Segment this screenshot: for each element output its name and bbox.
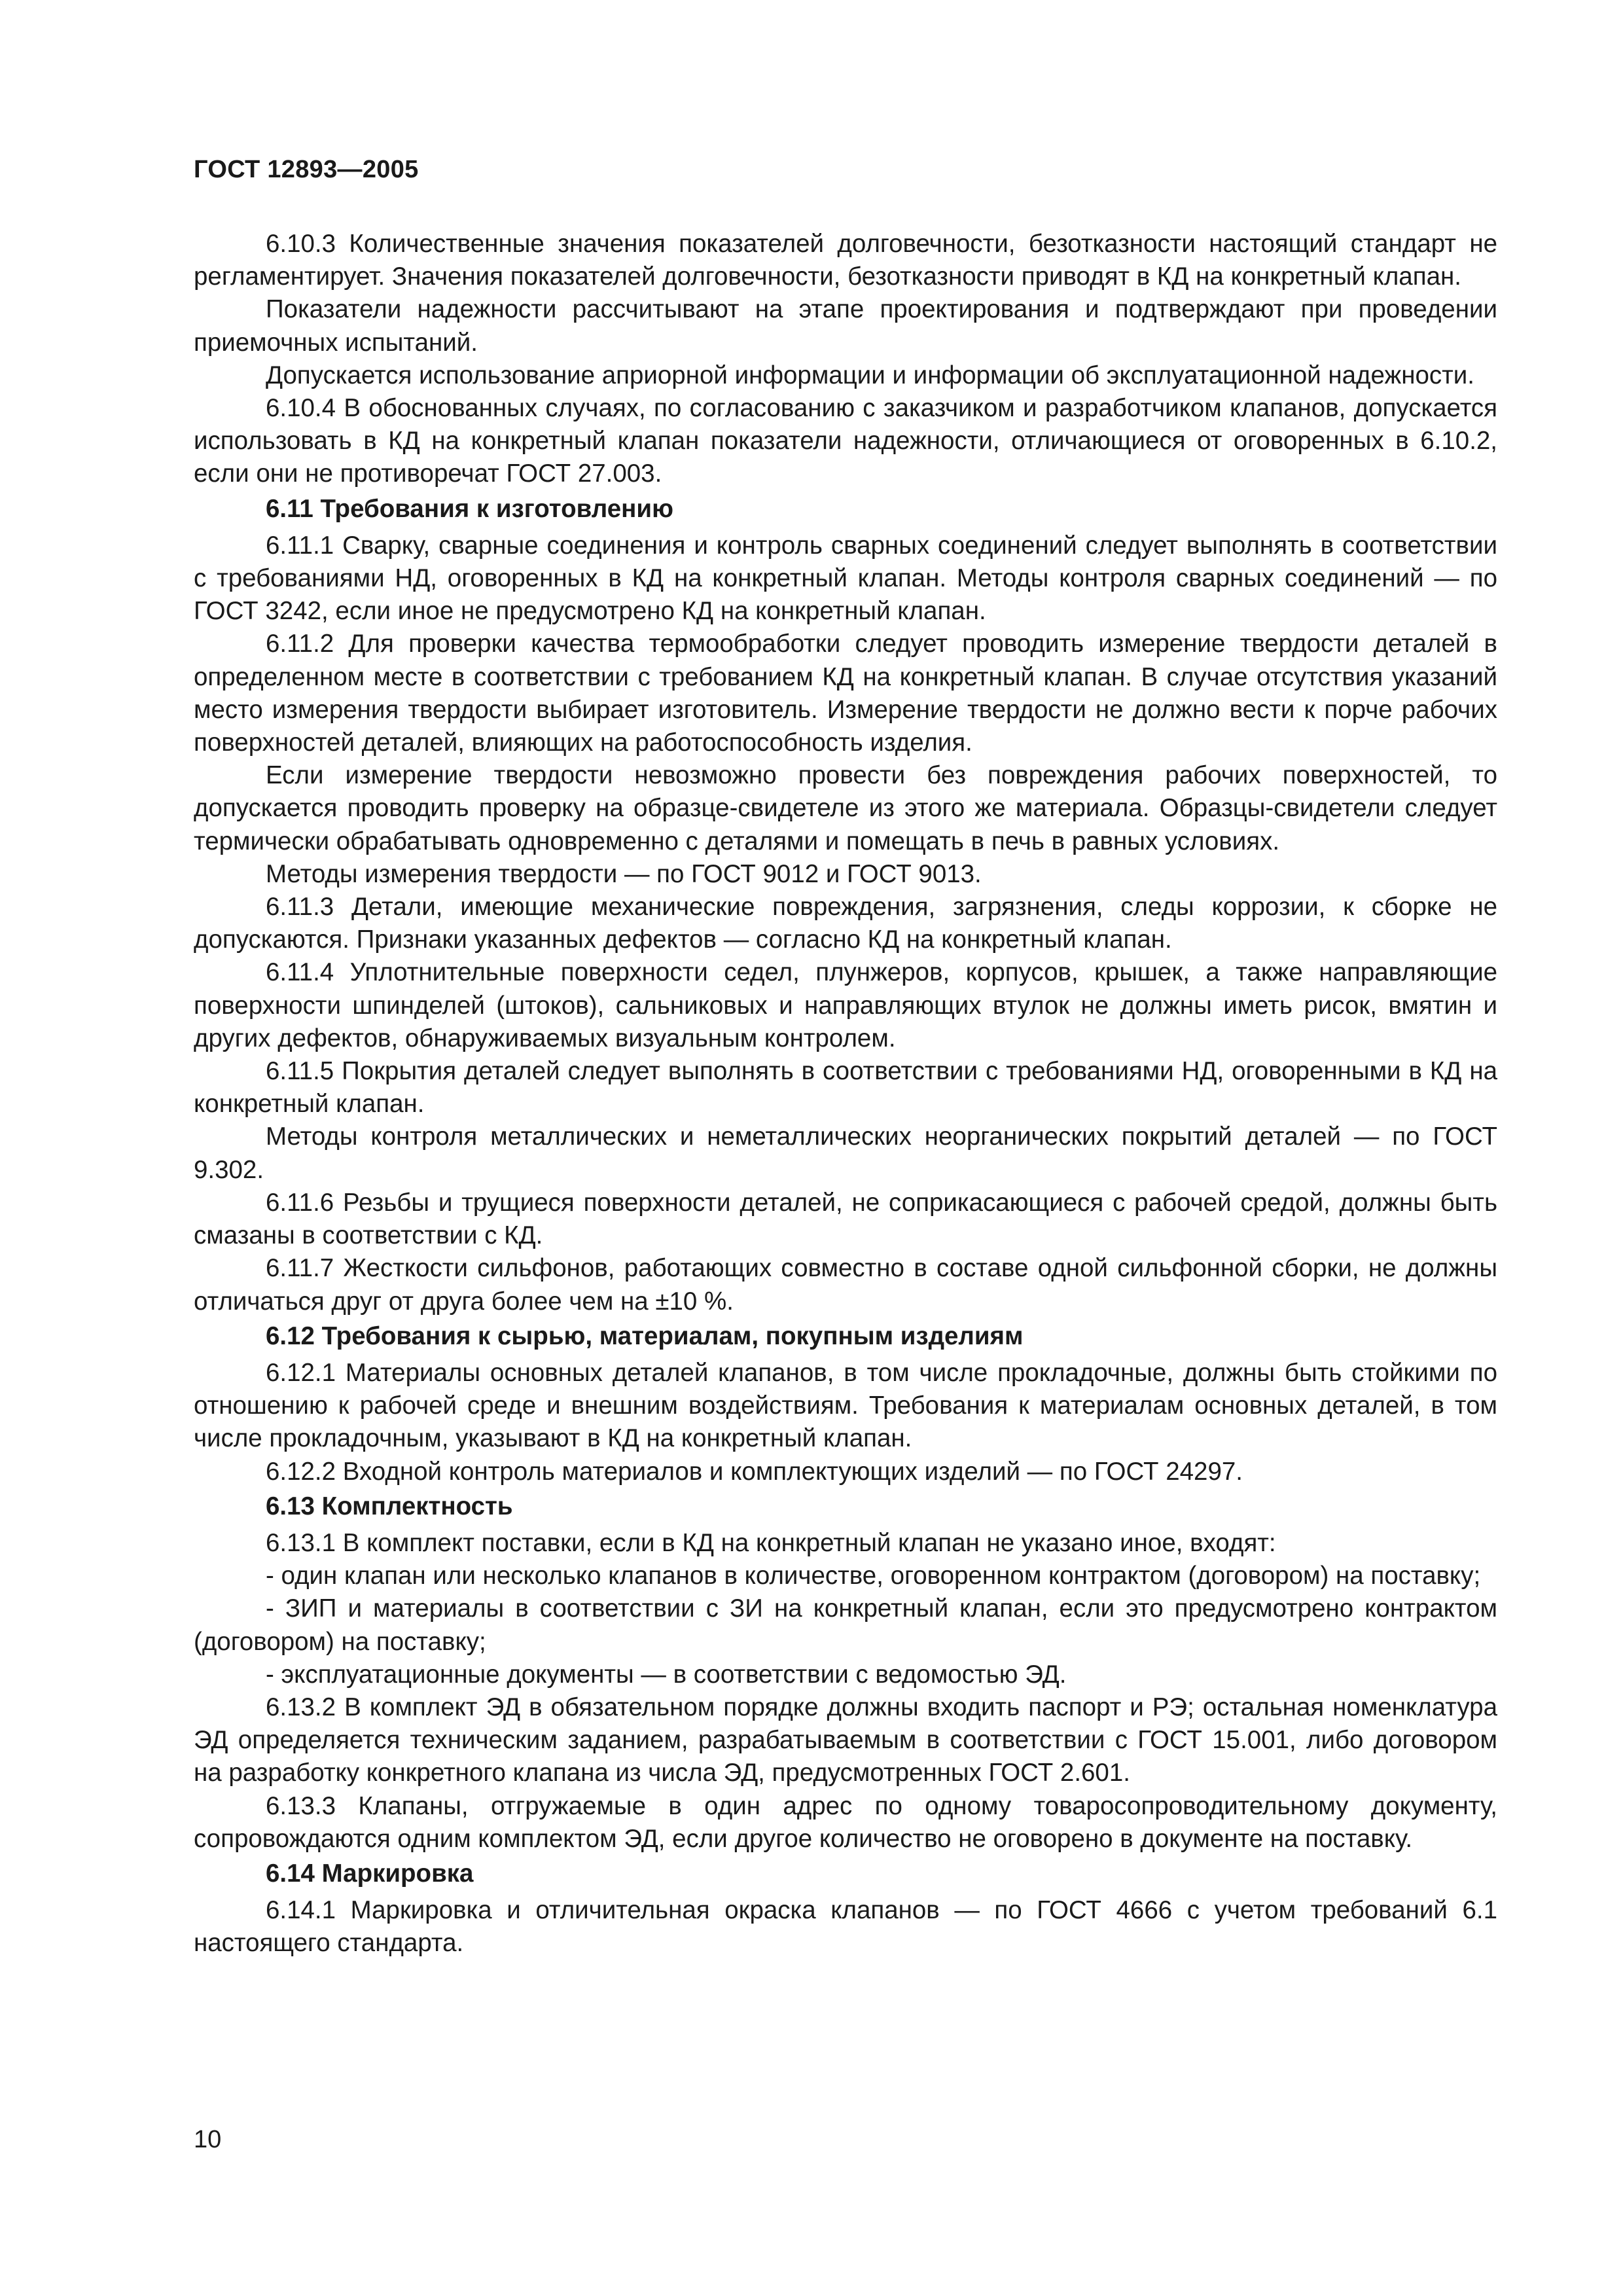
paragraph: 6.11.7 Жесткости сильфонов, работающих совместно в составе одной сильфонной сборки, не должны отличаться друг от друга более чем на ±10 %. bbox=[194, 1254, 1497, 1316]
paragraph: Если измерение твердости невозможно провести без повреждения рабочих поверхностей, то допускается проводить проверку на образце-свидетеле из этого же материала. Образцы-свидетели следует термически обрабатывать одновременно с деталями и помещать в печь в равных условиях. bbox=[194, 761, 1497, 855]
paragraph: 6.11.6 Резьбы и трущиеся поверхности деталей, не соприкасающиеся с рабочей средой, должны быть смазаны в соответствии с КД. bbox=[194, 1188, 1497, 1250]
paragraph: 6.13.1 В комплект поставки, если в КД на конкретный клапан не указано иное, входят: bbox=[266, 1528, 1276, 1557]
paragraph: 6.11.5 Покрытия деталей следует выполнять в соответствии с требованиями НД, оговоренными в КД на конкретный клапан. bbox=[194, 1057, 1497, 1119]
paragraph: 6.11.1 Сварку, сварные соединения и контроль сварных соединений следует выполнять в соответствии с требованиями НД, оговоренных в КД на конкретный клапан. Методы контроля сварных соединений — по ГОСТ 3242, если иное не предусмотрено КД на конкретный клапан. bbox=[194, 531, 1497, 626]
list-item: - ЗИП и материалы в соответствии с ЗИ на конкретный клапан, если это предусмотрено контрактом (договором) на поставку; bbox=[194, 1594, 1497, 1656]
document-header: ГОСТ 12893—2005 bbox=[194, 156, 419, 183]
paragraph: 6.11.4 Уплотнительные поверхности седел, плунжеров, корпусов, крышек, а также направляющие поверхности шпинделей (штоков), сальниковых и направляющих втулок не должны иметь рисок, вмятин и других дефектов, обнаруживаемых визуальным контролем. bbox=[194, 958, 1497, 1052]
paragraph: 6.13.2 В комплект ЭД в обязательном порядке должны входить паспорт и РЭ; остальная номенклатура ЭД определяется техническим заданием, разрабатываемым в соответствии с ГОСТ 15.001, либо договором на разработку конкретного клапана из числа ЭД, предусмотренных ГОСТ 2.601. bbox=[194, 1693, 1497, 1787]
paragraph: 6.12.1 Материалы основных деталей клапанов, в том числе прокладочные, должны быть стойкими по отношению к рабочей среде и внешним воздействиям. Требования к материалам основных деталей, в том числе прокладочным, указывают в КД на конкретный клапан. bbox=[194, 1358, 1497, 1453]
section-heading: 6.13 Комплектность bbox=[266, 1492, 513, 1520]
document-body bbox=[194, 228, 1497, 1960]
paragraph: Методы контроля металлических и неметаллических неорганических покрытий деталей — по ГОСТ 9.302. bbox=[194, 1122, 1497, 1184]
paragraph: Методы измерения твердости — по ГОСТ 9012 и ГОСТ 9013. bbox=[266, 859, 982, 888]
list-item: - один клапан или несколько клапанов в количестве, оговоренном контрактом (договором) на поставку; bbox=[266, 1562, 1481, 1590]
section-heading: 6.11 Требования к изготовлению bbox=[266, 494, 673, 523]
list-item: - эксплуатационные документы — в соответствии с ведомостью ЭД. bbox=[266, 1660, 1067, 1689]
section-heading: 6.14 Маркировка bbox=[266, 1859, 474, 1888]
paragraph: 6.11.2 Для проверки качества термообработки следует проводить измерение твердости деталей в определенном месте в соответствии с требованием КД на конкретный клапан. В случае отсутствия указаний место измерения твердости выбирает изготовитель. Измерение твердости не должно вести к порче рабочих поверхностей деталей, влияющих на работоспособность изделия. bbox=[194, 630, 1497, 757]
paragraph: 6.11.3 Детали, имеющие механические повреждения, загрязнения, следы коррозии, к сборке не допускаются. Признаки указанных дефектов — согласно КД на конкретный клапан. bbox=[194, 893, 1497, 954]
page-number: 10 bbox=[194, 2126, 222, 2153]
paragraph: Допускается использование априорной информации и информации об эксплуатационной надежности. bbox=[266, 361, 1474, 389]
paragraph: 6.14.1 Маркировка и отличительная окраска клапанов — по ГОСТ 4666 с учетом требований 6.1 настоящего стандарта. bbox=[194, 1896, 1497, 1958]
paragraph: 6.10.3 Количественные значения показателей долговечности, безотказности настоящий стандарт не регламентирует. Значения показателей долговечности, безотказности приводят в КД на конкретный клапан. bbox=[194, 230, 1497, 291]
paragraph: 6.12.2 Входной контроль материалов и комплектующих изделий — по ГОСТ 24297. bbox=[266, 1457, 1243, 1486]
section-heading: 6.12 Требования к сырью, материалам, покупным изделиям bbox=[266, 1321, 1024, 1350]
paragraph: 6.10.4 В обоснованных случаях, по согласованию с заказчиком и разработчиком клапанов, допускается использовать в КД на конкретный клапан показатели надежности, отличающиеся от оговоренных в 6.10.2, если они не противоречат ГОСТ 27.003. bbox=[194, 394, 1497, 488]
paragraph: Показатели надежности рассчитывают на этапе проектирования и подтверждают при проведении приемочных испытаний. bbox=[194, 295, 1497, 357]
paragraph: 6.13.3 Клапаны, отгружаемые в один адрес по одному товаросопроводительному документу, сопровождаются одним комплектом ЭД, если другое количество не оговорено в документе на поставку. bbox=[194, 1791, 1497, 1853]
